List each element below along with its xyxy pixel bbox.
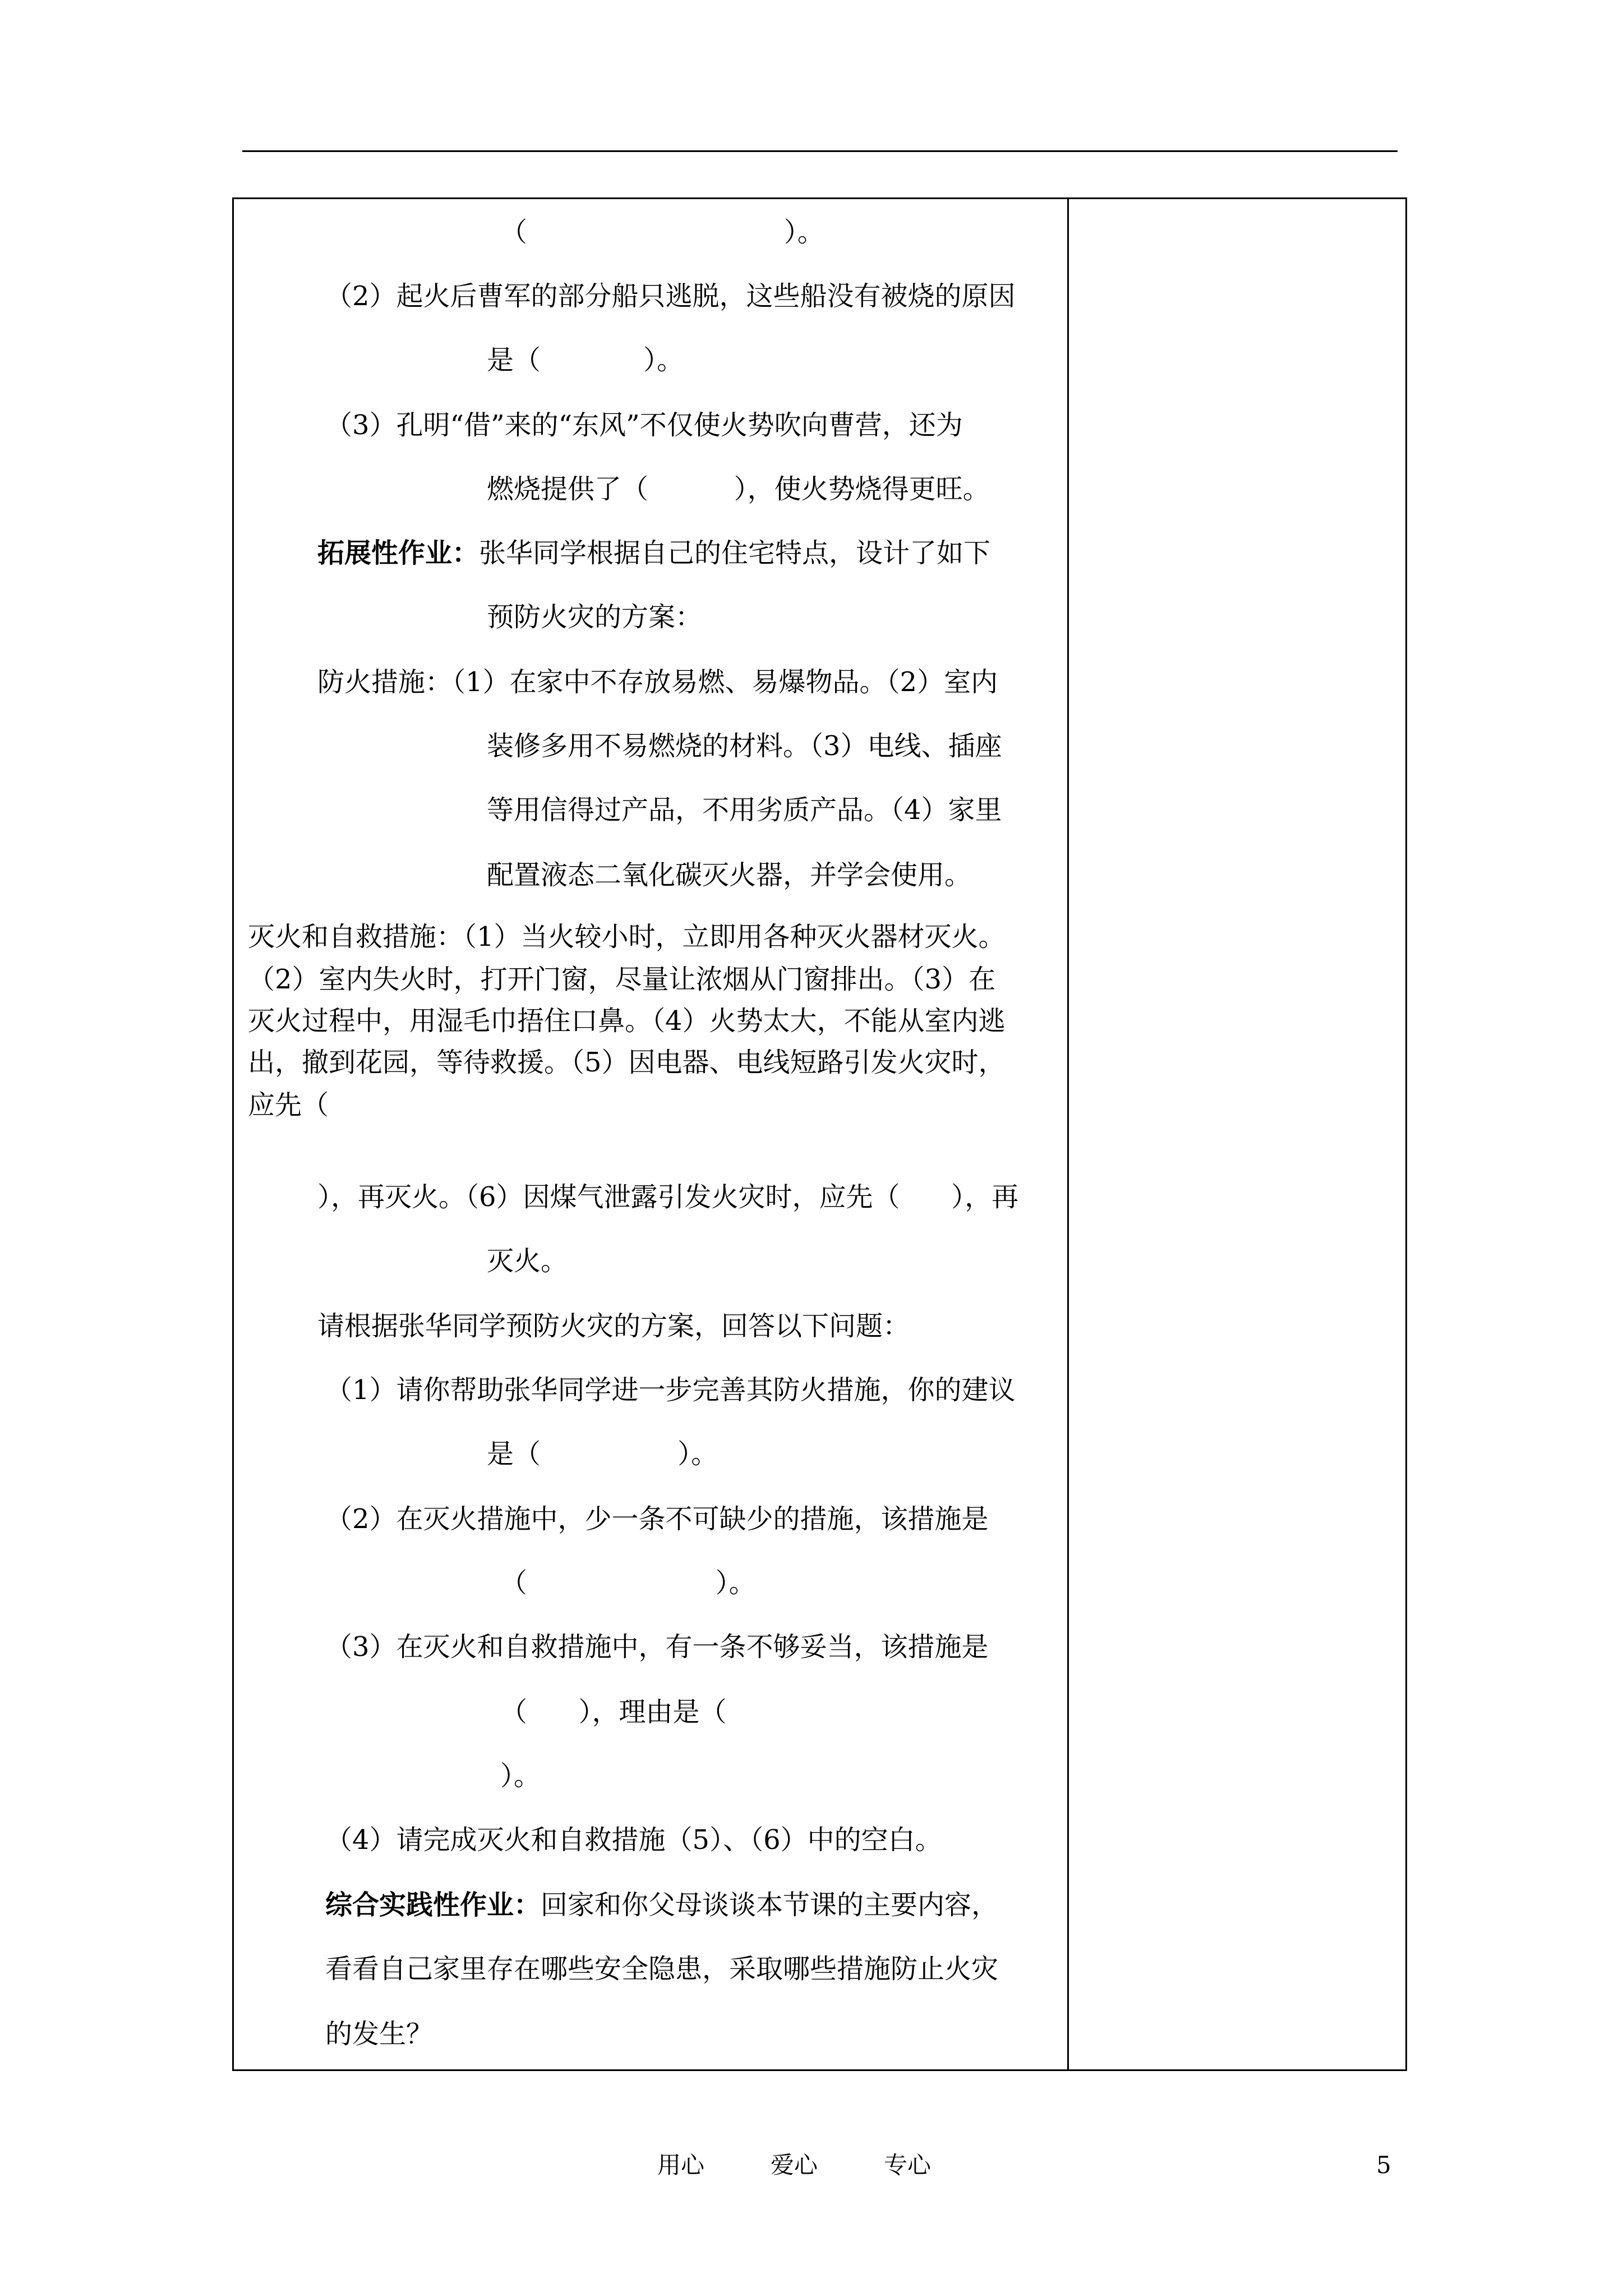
rescue-measures-5: 应先（ <box>248 1089 329 1121</box>
page-number: 5 <box>1376 2151 1391 2179</box>
rescue-measures-1: 灭火和自救措施：（1）当火较小时，立即用各种灭火器材灭火。 <box>248 921 1006 953</box>
instruction-line: 请根据张华同学预防火灾的方案，回答以下问题： <box>317 1310 910 1342</box>
footer-motto-3: 专心 <box>884 2151 932 2179</box>
question-3-answer: 燃烧提供了（ ），使火势烧得更旺。 <box>487 473 990 505</box>
fire-prevention-4: 配置液态二氧化碳灭火器，并学会使用。 <box>487 859 972 891</box>
task-1-answer: 是（ ）。 <box>487 1438 718 1470</box>
rescue-measures-4: 出，撤到花园，等待救援。（5）因电器、电线短路引发火灾时， <box>248 1047 1006 1078</box>
practice-homework-heading: 综合实践性作业： <box>325 1889 541 1921</box>
footer-motto-2: 爱心 <box>771 2151 818 2179</box>
column-divider <box>1067 199 1069 2069</box>
practice-homework-cont-2: 的发生？ <box>325 2018 434 2050</box>
header-rule <box>242 150 1398 152</box>
question-3: （3）孔明“借”来的“东风”不仅使火势吹向曹营，还为 <box>325 409 963 441</box>
task-2: （2）在灭火措施中，少一条不可缺少的措施，该措施是 <box>325 1503 989 1535</box>
question-2-answer: 是（ ）。 <box>487 344 684 376</box>
task-1: （1）请你帮助张华同学进一步完善其防火措施，你的建议 <box>325 1374 1016 1406</box>
fire-prevention-3: 等用信得过产品，不用劣质产品。（4）家里 <box>487 794 1002 826</box>
rescue-measures-7: 灭火。 <box>487 1245 568 1277</box>
extension-homework-cont: 预防火灾的方案： <box>487 601 703 633</box>
task-4: （4）请完成灭火和自救措施（5）、（6）中的空白。 <box>325 1824 942 1856</box>
task-3: （3）在灭火和自救措施中，有一条不够妥当，该措施是 <box>325 1631 989 1663</box>
fire-prevention-2: 装修多用不易燃烧的材料。（3）电线、插座 <box>487 730 1002 762</box>
rescue-measures-6: ），再灭火。（6）因煤气泄露引发火灾时，应先（ ），再 <box>317 1181 1019 1213</box>
practice-homework-line <box>325 1888 998 1922</box>
answer-blank-line: （ ）。 <box>500 217 824 248</box>
task-2-answer: （ ）。 <box>500 1567 756 1599</box>
practice-homework-text: 回家和你父母谈谈本节课的主要内容， <box>541 1889 999 1921</box>
task-3-reason-close: ）。 <box>500 1760 541 1792</box>
rescue-measures-3: 灭火过程中，用湿毛巾捂住口鼻。（4）火势太大，不能从室内逃 <box>248 1005 1006 1037</box>
extension-homework-heading: 拓展性作业： <box>317 537 479 569</box>
question-2: （2）起火后曹军的部分船只逃脱，这些船没有被烧的原因 <box>325 280 1016 312</box>
rescue-measures-2: （2）室内失火时，打开门窗，尽量让浓烟从门窗排出。（3）在 <box>248 964 996 995</box>
extension-homework-text: 张华同学根据自己的住宅特点，设计了如下 <box>479 537 991 569</box>
task-3-answer: （ ），理由是（ <box>500 1696 727 1728</box>
extension-homework-line <box>317 536 990 570</box>
practice-homework-cont-1: 看看自己家里存在哪些安全隐患，采取哪些措施防止火灾 <box>325 1953 999 1985</box>
footer-motto-1: 用心 <box>657 2151 705 2179</box>
fire-prevention-1: 防火措施：（1）在家中不存放易燃、易爆物品。（2）室内 <box>317 666 998 698</box>
